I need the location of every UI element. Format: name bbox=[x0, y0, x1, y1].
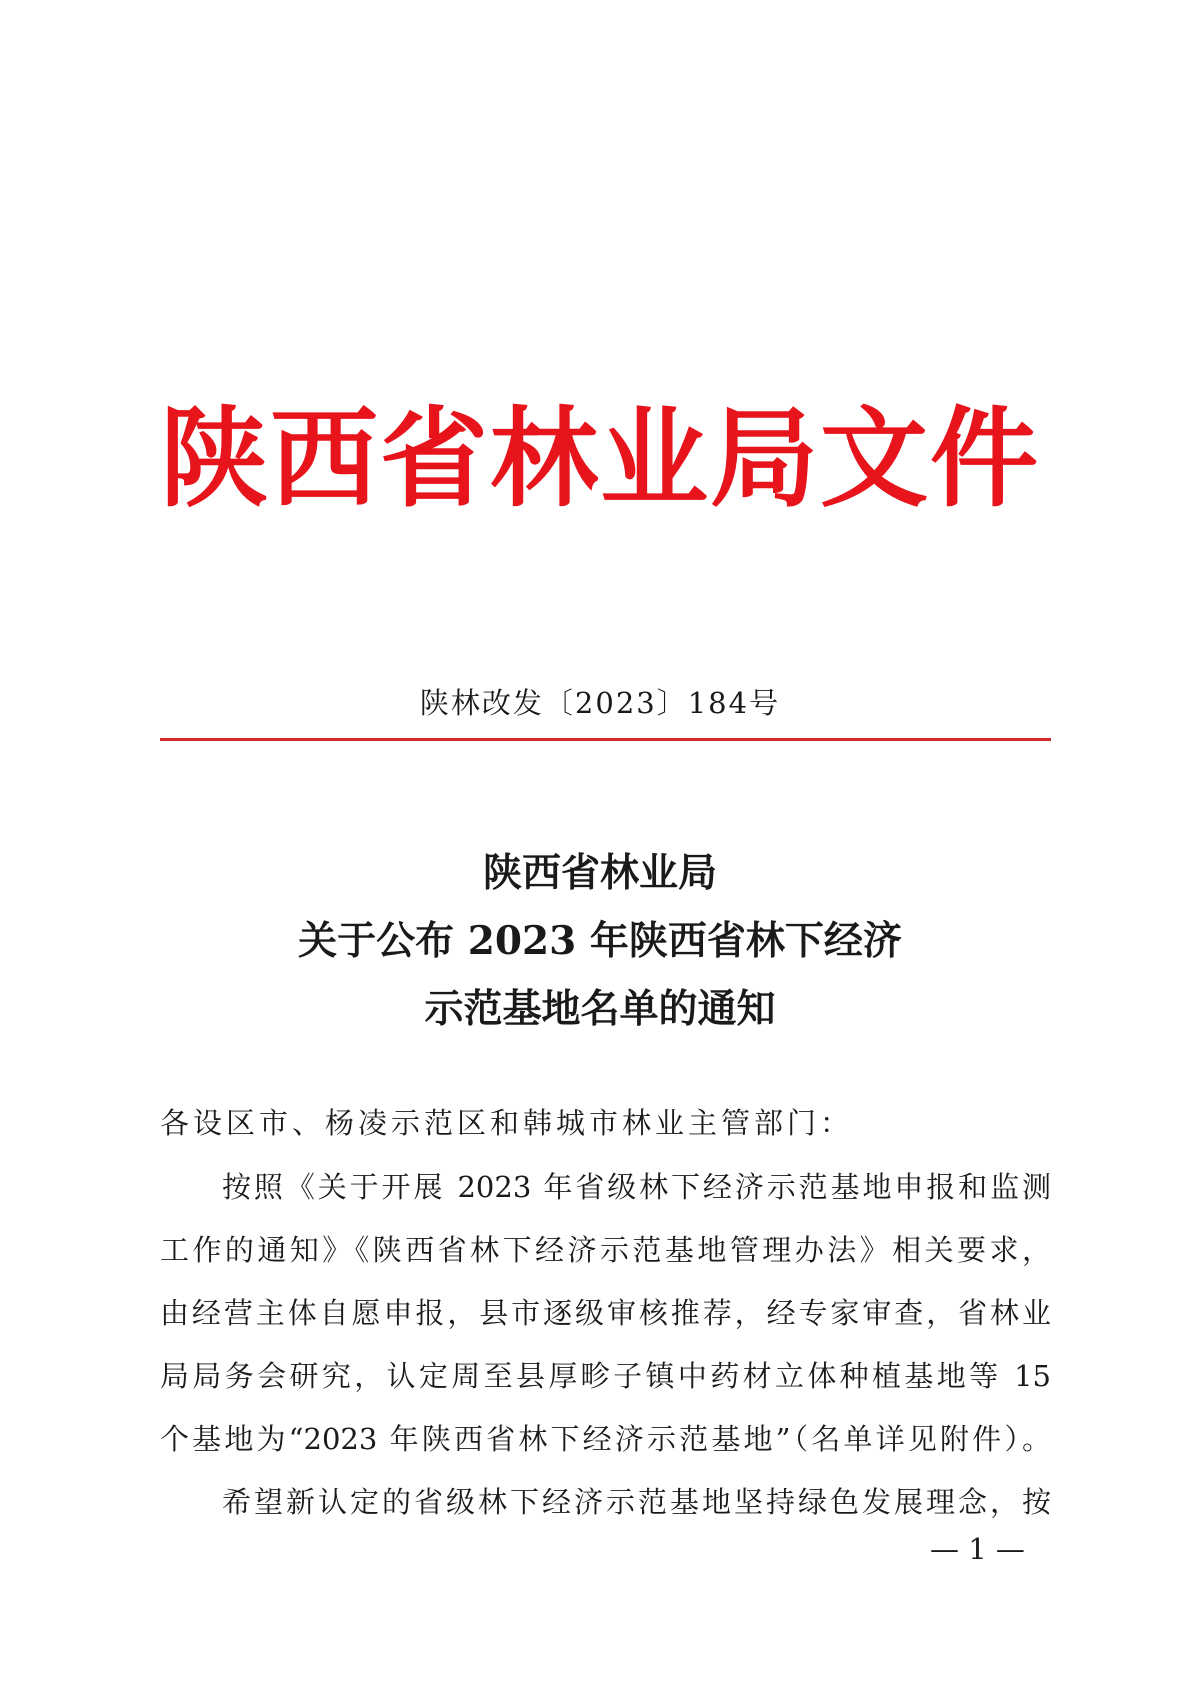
document-number: 陕林改发〔2023〕184号 bbox=[419, 686, 781, 720]
body-line-6: 希望新认定的省级林下经济示范基地坚持绿色发展理念，按 bbox=[222, 1485, 1051, 1519]
title-line-3: 示范基地名单的通知 bbox=[424, 986, 776, 1032]
page-number: — 1 — bbox=[930, 1532, 1025, 1566]
body-line-3: 由经营主体自愿申报，县市逐级审核推荐，经专家审查，省林业 bbox=[160, 1296, 1051, 1330]
body-line-4: 局局务会研究，认定周至县厚畛子镇中药材立体种植基地等 15 bbox=[160, 1359, 1051, 1393]
addressee: 各设区市、杨凌示范区和韩城市林业主管部门： bbox=[160, 1106, 854, 1140]
masthead: 陕西省林业局文件 bbox=[159, 397, 1040, 522]
title-line-1: 陕西省林业局 bbox=[482, 850, 717, 896]
body-line-5: 个基地为“2023 年陕西省林下经济示范基地”（名单详见附件）。 bbox=[160, 1422, 1051, 1456]
body-line-1: 按照《关于开展 2023 年省级林下经济示范基地申报和监测 bbox=[222, 1170, 1051, 1204]
title-line-2: 关于公布 2023 年陕西省林下经济 bbox=[298, 918, 902, 964]
red-divider-line bbox=[160, 738, 1051, 741]
body-line-2: 工作的通知》《陕西省林下经济示范基地管理办法》相关要求， bbox=[160, 1233, 1051, 1267]
